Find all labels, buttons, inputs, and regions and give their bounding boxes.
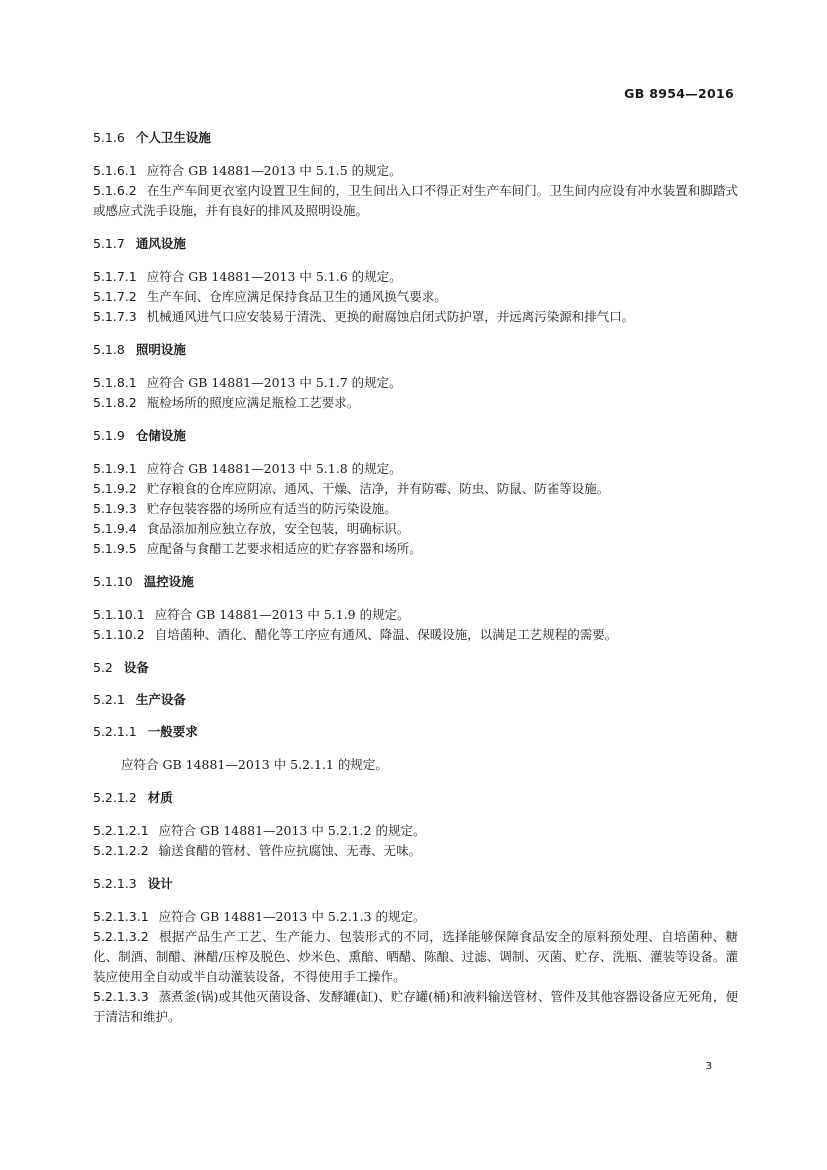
section-heading <box>93 341 738 359</box>
clause-number: 5.1.7.1 <box>93 269 137 284</box>
clause <box>93 625 738 645</box>
clause-group <box>93 267 738 327</box>
section-number: 5.1.6 <box>93 130 125 145</box>
clause <box>93 181 738 221</box>
clause <box>93 479 738 499</box>
section-heading <box>93 691 738 709</box>
clause-group <box>93 459 738 559</box>
clause-text: 贮存粮食的仓库应阴凉、通风、干燥、洁净，并有防霉、防虫、防鼠、防雀等设施。 <box>146 481 610 496</box>
section-number: 5.1.7 <box>93 236 125 251</box>
clause-text: 根据产品生产工艺、生产能力、包装形式的不同，选择能够保障食品安全的原料预处理、自培菌种、糖化、制酒、制醋、淋醋/压榨及脱色、炒米色、熏醅、晒醋、陈酿、过滤、调制、灭菌、贮存、洗瓶、灌装等设备。灌装应使用全自动或半自动灌装设备，不得使用手工操作。 <box>93 929 738 984</box>
clause-number: 5.1.7.2 <box>93 289 137 304</box>
clause <box>93 927 738 987</box>
clause-text: 自培菌种、酒化、醋化等工序应有通风、降温、保暖设施，以满足工艺规程的需要。 <box>154 627 618 642</box>
clause-text: 应符合 GB 14881—2013 中 5.1.8 的规定。 <box>146 461 402 476</box>
section-title: 材质 <box>147 790 173 805</box>
section-title: 照明设施 <box>135 342 186 357</box>
clause-number: 5.1.7.3 <box>93 309 137 324</box>
section-heading <box>93 235 738 253</box>
section-heading <box>93 875 738 893</box>
clause-number: 5.1.9.4 <box>93 521 137 536</box>
clause-number: 5.1.6.1 <box>93 163 137 178</box>
clause-number: 5.1.8.2 <box>93 395 137 410</box>
clause <box>93 841 738 861</box>
clause-group <box>93 161 738 221</box>
clause <box>93 307 738 327</box>
clause <box>93 519 738 539</box>
clause <box>93 373 738 393</box>
clause-number: 5.2.1.3.2 <box>93 929 149 944</box>
clause-text: 应符合 GB 14881—2013 中 5.1.7 的规定。 <box>146 375 402 390</box>
section-heading <box>93 789 738 807</box>
section-title: 设备 <box>123 660 149 675</box>
section-title: 通风设施 <box>135 236 186 251</box>
section-number: 5.1.8 <box>93 342 125 357</box>
clause <box>93 287 738 307</box>
clause-text: 机械通风进气口应安装易于清洗、更换的耐腐蚀启闭式防护罩，并远离污染源和排气口。 <box>146 309 635 324</box>
clause-text: 食品添加剂应独立存放，安全包装，明确标识。 <box>146 521 410 536</box>
section-number: 5.1.9 <box>93 428 125 443</box>
clause-number: 5.1.10.1 <box>93 607 145 622</box>
clause-number: 5.1.9.5 <box>93 541 137 556</box>
section-number: 5.2.1.3 <box>93 876 137 891</box>
section-heading <box>93 427 738 445</box>
clause <box>93 605 738 625</box>
clause-number: 5.1.9.3 <box>93 501 137 516</box>
document-body <box>93 129 738 1041</box>
clause-text: 输送食醋的管材、管件应抗腐蚀、无毒、无味。 <box>158 843 422 858</box>
section-number: 5.1.10 <box>93 574 133 589</box>
clause-text: 在生产车间更衣室内设置卫生间的，卫生间出入口不得正对生产车间门。卫生间内应设有冲水装置和脚踏式或感应式洗手设施，并有良好的排风及照明设施。 <box>93 183 738 218</box>
page-number: 3 <box>705 1061 712 1072</box>
clause <box>93 267 738 287</box>
clause-text: 应符合 GB 14881—2013 中 5.2.1.2 的规定。 <box>158 823 426 838</box>
clause <box>93 821 738 841</box>
clause-number: 5.1.9.1 <box>93 461 137 476</box>
clause <box>93 499 738 519</box>
section-title: 仓储设施 <box>135 428 186 443</box>
section-heading <box>93 659 738 677</box>
clause-number: 5.2.1.2.1 <box>93 823 149 838</box>
clause <box>93 987 738 1027</box>
section-number: 5.2.1 <box>93 692 125 707</box>
clause-text: 贮存包装容器的场所应有适当的防污染设施。 <box>146 501 397 516</box>
clause-group <box>93 605 738 645</box>
clause <box>93 393 738 413</box>
clause-text: 应符合 GB 14881—2013 中 5.2.1.3 的规定。 <box>158 909 426 924</box>
section-title: 个人卫生设施 <box>135 130 211 145</box>
clause <box>93 907 738 927</box>
section-title: 生产设备 <box>135 692 186 707</box>
section-heading <box>93 573 738 591</box>
section-title: 设计 <box>147 876 173 891</box>
clause-group <box>93 907 738 1027</box>
clause-number: 5.1.8.1 <box>93 375 137 390</box>
clause-text: 应符合 GB 14881—2013 中 5.1.5 的规定。 <box>146 163 402 178</box>
clause <box>93 161 738 181</box>
section-number: 5.2 <box>93 660 113 675</box>
clause-text: 应配备与食醋工艺要求相适应的贮存容器和场所。 <box>146 541 422 556</box>
section-heading <box>93 129 738 147</box>
clause-group <box>93 373 738 413</box>
section-heading <box>93 723 738 741</box>
clause-number: 5.1.6.2 <box>93 183 137 198</box>
clause-text: 瓶检场所的照度应满足瓶检工艺要求。 <box>146 395 360 410</box>
paragraph: 应符合 GB 14881—2013 中 5.2.1.1 的规定。 <box>121 757 388 772</box>
standard-code: GB 8954—2016 <box>624 86 734 101</box>
clause-number: 5.2.1.3.1 <box>93 909 149 924</box>
clause-number: 5.2.1.3.3 <box>93 989 149 1004</box>
clause-text: 生产车间、仓库应满足保持食品卫生的通风换气要求。 <box>146 289 447 304</box>
clause-number: 5.1.10.2 <box>93 627 145 642</box>
section-number: 5.2.1.1 <box>93 724 137 739</box>
section-number: 5.2.1.2 <box>93 790 137 805</box>
clause-group <box>93 821 738 861</box>
clause-number: 5.2.1.2.2 <box>93 843 149 858</box>
clause <box>93 459 738 479</box>
clause-text: 蒸煮釜(锅)或其他灭菌设备、发酵罐(缸)、贮存罐(桶)和液料输送管材、管件及其他容器设备应无死角，便于清洁和维护。 <box>93 989 738 1024</box>
section-title: 温控设施 <box>143 574 194 589</box>
clause-number: 5.1.9.2 <box>93 481 137 496</box>
section-title: 一般要求 <box>147 724 198 739</box>
clause-text: 应符合 GB 14881—2013 中 5.1.6 的规定。 <box>146 269 402 284</box>
clause <box>93 539 738 559</box>
clause-text: 应符合 GB 14881—2013 中 5.1.9 的规定。 <box>154 607 410 622</box>
